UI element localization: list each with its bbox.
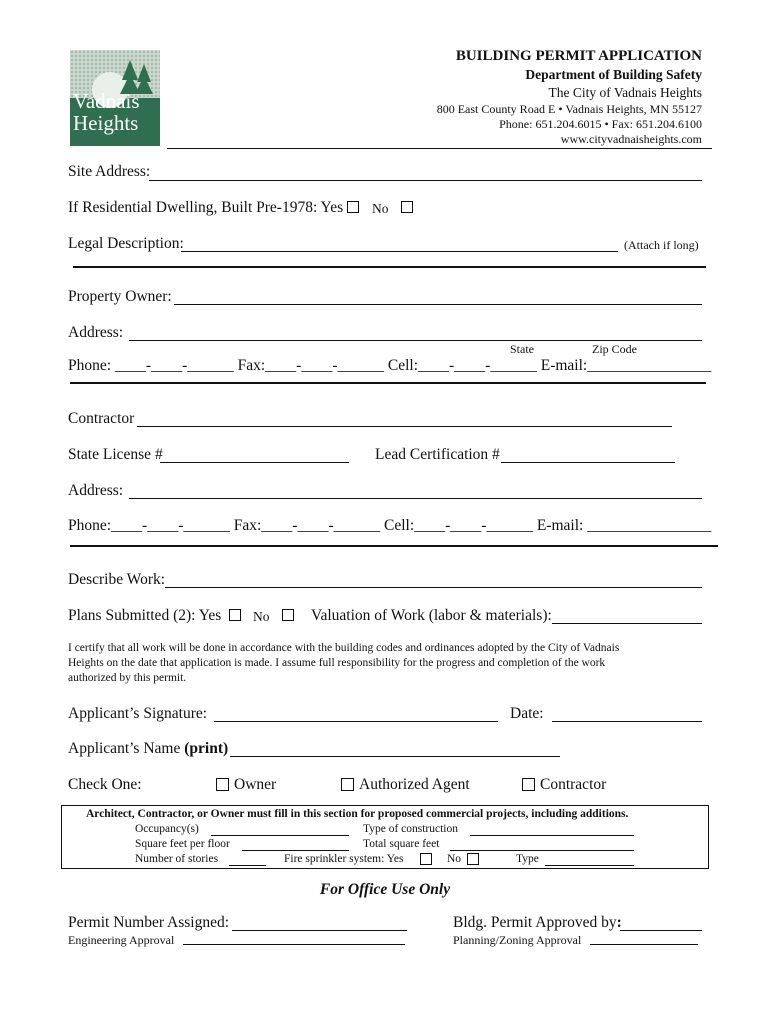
legal-description-field[interactable] bbox=[181, 251, 618, 252]
sprinkler-type-field[interactable] bbox=[545, 865, 634, 866]
planning-approval-field[interactable] bbox=[590, 944, 698, 945]
authorized-agent-checkbox[interactable] bbox=[341, 778, 354, 791]
plans-no-label: No bbox=[253, 609, 270, 624]
occupancy-field[interactable] bbox=[211, 835, 349, 836]
stories-field[interactable] bbox=[229, 865, 266, 866]
city-address: 800 East County Road E • Vadnais Heights, MN 55127 bbox=[436, 102, 702, 116]
describe-work-field[interactable] bbox=[165, 587, 702, 588]
site-address-field[interactable] bbox=[149, 180, 702, 181]
state-license-label: State License # bbox=[68, 446, 163, 463]
city-logo bbox=[70, 50, 160, 146]
owner-zip-label: Zip Code bbox=[592, 342, 637, 356]
city-phone-fax: Phone: 651.204.6015 • Fax: 651.204.6100 bbox=[499, 117, 702, 131]
plans-no-checkbox[interactable] bbox=[282, 609, 294, 621]
city-website[interactable]: www.cityvadnaisheights.com bbox=[560, 132, 702, 146]
commercial-heading: Architect, Contractor, or Owner must fill in this section for proposed commercial projects, including additions. bbox=[86, 808, 629, 820]
property-owner-field[interactable] bbox=[174, 304, 702, 305]
contractor-field[interactable] bbox=[137, 426, 672, 427]
sprinkler-no-checkbox[interactable] bbox=[467, 853, 479, 865]
attach-note: (Attach if long) bbox=[624, 238, 699, 252]
owner-option-label: Owner bbox=[234, 776, 277, 793]
owner-phone-line[interactable]: Phone: ____-____-______ Fax:____-____-______ Cell:____-____-______ E-mail:________________ bbox=[68, 357, 712, 374]
section-divider-2 bbox=[70, 382, 706, 384]
contractor-checkbox[interactable] bbox=[522, 778, 535, 791]
date-label: Date: bbox=[510, 705, 544, 722]
form-title: BUILDING PERMIT APPLICATION bbox=[455, 48, 702, 64]
lead-certification-field[interactable] bbox=[501, 462, 675, 463]
owner-address-label: Address: bbox=[68, 324, 124, 341]
bldg-approved-label bbox=[453, 914, 622, 932]
sprinkler-label: Fire sprinkler system: Yes bbox=[284, 853, 404, 865]
sprinkler-yes-checkbox[interactable] bbox=[420, 853, 432, 865]
permit-number-field[interactable] bbox=[232, 930, 407, 931]
sqft-floor-field[interactable] bbox=[242, 850, 349, 851]
certify-line-3: authorized by this permit. bbox=[68, 672, 187, 684]
date-field[interactable] bbox=[552, 721, 702, 722]
sprinkler-no-label: No bbox=[447, 853, 462, 865]
contractor-option-label: Contractor bbox=[540, 776, 607, 793]
contractor-address-label: Address: bbox=[68, 482, 124, 499]
planning-approval-label: Planning/Zoning Approval bbox=[453, 933, 582, 947]
permit-number-label: Permit Number Assigned: bbox=[68, 914, 230, 931]
pre1978-no-checkbox[interactable] bbox=[401, 201, 413, 213]
signature-label: Applicant’s Signature: bbox=[68, 705, 208, 722]
legal-description-label: Legal Description: bbox=[68, 235, 184, 252]
occupancy-label: Occupancy(s) bbox=[135, 823, 199, 835]
check-one-label: Check One: bbox=[68, 776, 142, 793]
contractor-phone-line[interactable]: Phone:____-____-______ Fax:____-____-______ Cell:____-____-______ E-mail: ________________ bbox=[68, 517, 712, 534]
logo-line2: Heights bbox=[73, 111, 139, 135]
lead-certification-label: Lead Certification # bbox=[375, 446, 500, 463]
pre1978-yes-checkbox[interactable] bbox=[347, 201, 359, 213]
pre1978-no-label: No bbox=[372, 201, 389, 216]
header-rule bbox=[167, 148, 712, 149]
applicant-name-field[interactable] bbox=[230, 756, 560, 757]
contractor-address-field[interactable] bbox=[129, 498, 702, 499]
stories-label: Number of stories bbox=[135, 853, 219, 865]
total-sqft-field[interactable] bbox=[450, 850, 634, 851]
valuation-label: Valuation of Work (labor & materials): bbox=[311, 607, 552, 624]
section-divider-1 bbox=[73, 266, 706, 268]
department-name: Department of Building Safety bbox=[525, 67, 702, 82]
certify-line-2: Heights on the date that application is made. I assume full responsibility for the progress and completion of the work bbox=[68, 657, 606, 669]
applicant-name-label bbox=[68, 740, 228, 758]
section-divider-3 bbox=[70, 545, 718, 547]
state-license-field[interactable] bbox=[160, 462, 349, 463]
certify-line-1: I certify that all work will be done in accordance with the building codes and ordinances adopted by the City of Vadnais bbox=[68, 642, 620, 654]
site-address-label: Site Address: bbox=[68, 163, 151, 180]
total-sqft-label: Total square feet bbox=[363, 838, 440, 850]
valuation-field[interactable] bbox=[552, 623, 702, 624]
signature-field[interactable] bbox=[214, 721, 498, 722]
authorized-agent-label: Authorized Agent bbox=[359, 776, 470, 793]
construction-type-label: Type of construction bbox=[363, 823, 459, 835]
office-use-heading: For Office Use Only bbox=[319, 881, 451, 898]
bldg-approved-field[interactable] bbox=[620, 930, 702, 931]
owner-checkbox[interactable] bbox=[216, 778, 229, 791]
construction-type-field[interactable] bbox=[470, 835, 634, 836]
bldg-approved-colon: : bbox=[616, 914, 622, 931]
contractor-label: Contractor bbox=[68, 410, 135, 427]
logo-line1: Vadnais bbox=[73, 89, 140, 113]
property-owner-label: Property Owner: bbox=[68, 288, 172, 305]
pre1978-label: If Residential Dwelling, Built Pre-1978: Yes bbox=[68, 199, 344, 216]
applicant-name-text: Applicant’s Name bbox=[68, 740, 181, 757]
plans-submitted-label: Plans Submitted (2): Yes bbox=[68, 607, 222, 624]
logo-text bbox=[73, 90, 160, 134]
owner-address-field[interactable] bbox=[129, 340, 702, 341]
print-label: (print) bbox=[184, 740, 229, 757]
sqft-floor-label: Square feet per floor bbox=[135, 838, 230, 850]
city-name: The City of Vadnais Heights bbox=[548, 85, 702, 100]
sprinkler-type-label: Type bbox=[516, 853, 539, 865]
bldg-approved-text: Bldg. Permit Approved by bbox=[453, 914, 617, 931]
plans-yes-checkbox[interactable] bbox=[229, 609, 241, 621]
describe-work-label: Describe Work: bbox=[68, 571, 166, 588]
engineering-approval-label: Engineering Approval bbox=[68, 933, 175, 947]
engineering-approval-field[interactable] bbox=[183, 944, 405, 945]
owner-state-label: State bbox=[510, 342, 534, 356]
